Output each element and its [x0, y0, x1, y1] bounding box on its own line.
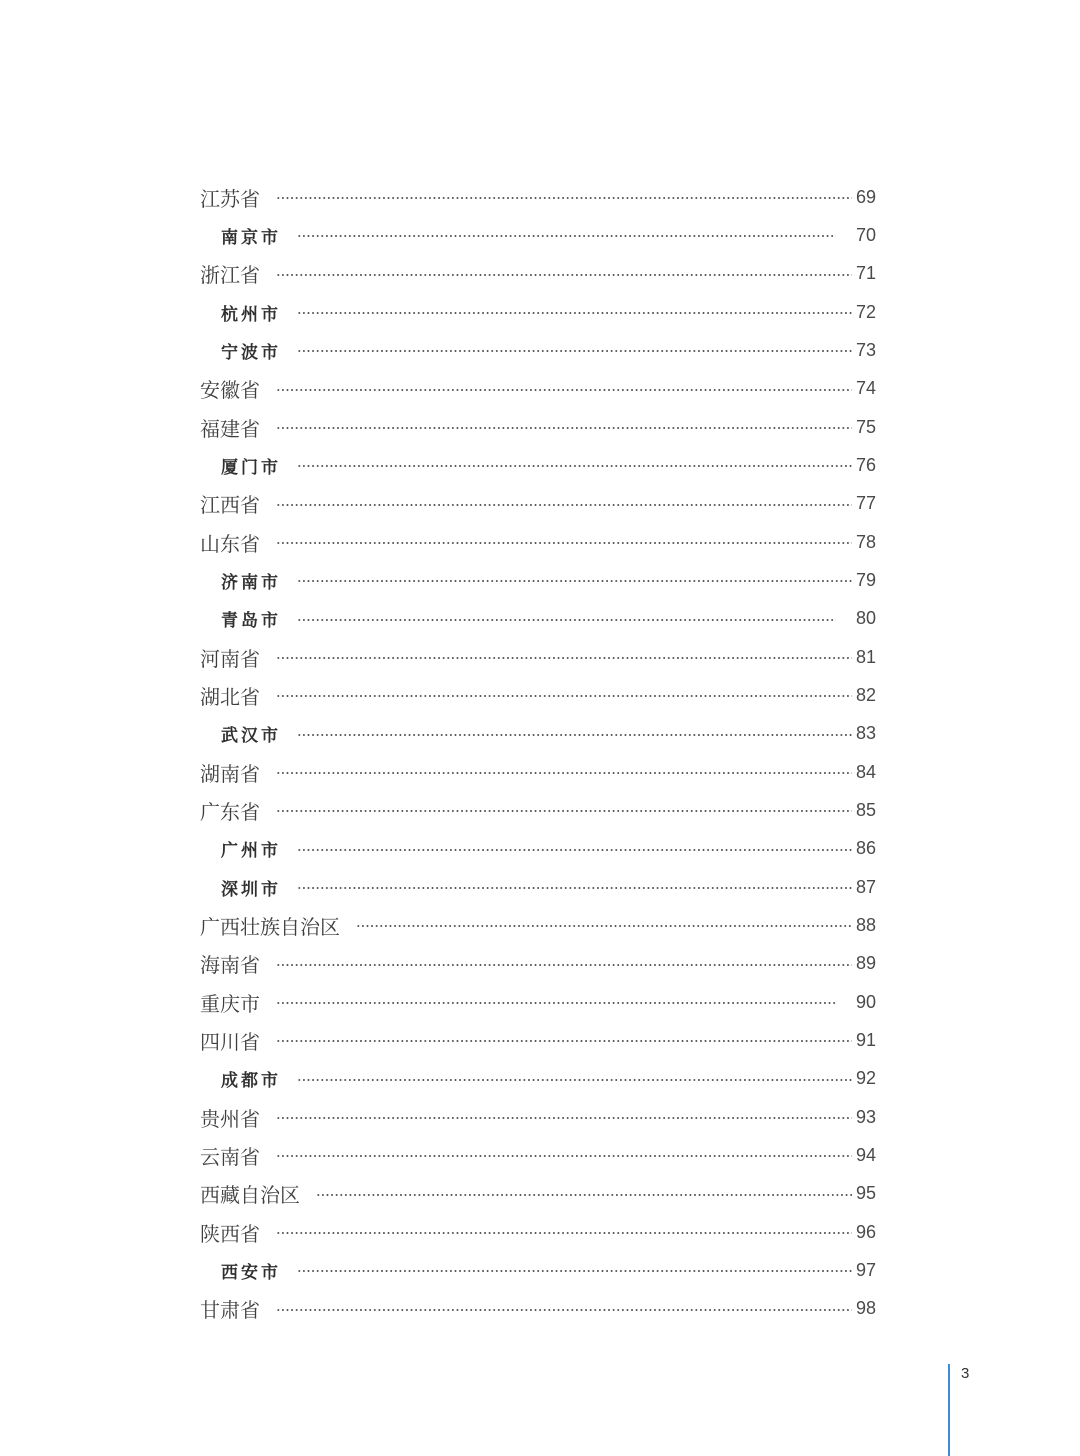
- toc-entry-title: 福建省: [200, 416, 260, 441]
- toc-entry-title: 安徽省: [200, 378, 260, 403]
- toc-entry-title: 海南省: [200, 953, 260, 978]
- dot-leader: [297, 465, 852, 467]
- toc-entry[interactable]: [200, 1290, 876, 1328]
- toc-entry-title: 宁波市: [221, 342, 281, 363]
- toc-entry-page: 78: [855, 531, 876, 552]
- dot-leader: [276, 197, 852, 199]
- dot-leader: [276, 1040, 852, 1042]
- toc-entry-page: 91: [855, 1029, 876, 1050]
- toc-entry[interactable]: [200, 600, 876, 638]
- toc-entry-page: 95: [855, 1183, 876, 1204]
- toc-entry-page: 74: [855, 378, 876, 399]
- table-of-contents: [200, 178, 876, 1328]
- toc-entry-title: 广东省: [200, 799, 260, 824]
- dot-leader: [276, 389, 852, 391]
- toc-entry-page: 97: [855, 1259, 876, 1280]
- toc-entry-title: 杭州市: [221, 304, 281, 325]
- toc-entry-page: 70: [855, 224, 876, 245]
- toc-entry-page: 94: [855, 1144, 876, 1165]
- toc-entry-page: 82: [855, 684, 876, 705]
- toc-entry[interactable]: [200, 523, 876, 561]
- dot-leader: [297, 235, 836, 237]
- toc-entry[interactable]: [200, 638, 876, 676]
- dot-leader: [276, 504, 852, 506]
- toc-entry-page: 92: [855, 1068, 876, 1089]
- dot-leader: [276, 1155, 852, 1157]
- dot-leader: [297, 619, 836, 621]
- toc-entry-title: 浙江省: [200, 263, 260, 288]
- toc-entry-title: 广州市: [221, 841, 281, 862]
- toc-entry-page: 80: [855, 608, 876, 629]
- toc-entry-title: 云南省: [200, 1144, 260, 1169]
- dot-leader: [276, 274, 852, 276]
- toc-entry-page: 77: [855, 493, 876, 514]
- toc-entry-page: 72: [855, 301, 876, 322]
- dot-leader: [297, 1270, 852, 1272]
- toc-entry-page: 90: [855, 991, 876, 1012]
- toc-entry-title: 重庆市: [200, 991, 260, 1016]
- dot-leader: [276, 1232, 852, 1234]
- toc-entry[interactable]: [200, 830, 876, 868]
- toc-entry-title: 江西省: [200, 493, 260, 518]
- toc-entry-title: 河南省: [200, 646, 260, 671]
- toc-entry-title: 贵州省: [200, 1106, 260, 1131]
- toc-entry-title: 成都市: [221, 1071, 281, 1092]
- toc-entry[interactable]: [200, 868, 876, 906]
- toc-entry-page: 76: [855, 454, 876, 475]
- dot-leader: [276, 695, 852, 697]
- toc-entry[interactable]: [200, 1021, 876, 1059]
- dot-leader: [276, 964, 852, 966]
- dot-leader: [276, 1309, 852, 1311]
- toc-entry[interactable]: [200, 676, 876, 714]
- dot-leader: [276, 657, 852, 659]
- toc-entry[interactable]: [200, 331, 876, 369]
- toc-entry-title: 甘肃省: [200, 1298, 260, 1323]
- toc-entry-title: 西安市: [221, 1262, 281, 1283]
- dot-leader: [276, 1117, 852, 1119]
- toc-entry-page: 81: [855, 646, 876, 667]
- toc-entry-page: 71: [855, 263, 876, 284]
- toc-entry-page: 87: [855, 876, 876, 897]
- toc-entry-page: 96: [855, 1221, 876, 1242]
- toc-entry-title: 山东省: [200, 531, 260, 556]
- toc-entry[interactable]: [200, 906, 876, 944]
- toc-entry[interactable]: [200, 485, 876, 523]
- toc-entry-page: 84: [855, 761, 876, 782]
- dot-leader: [276, 1002, 836, 1004]
- toc-entry-page: 86: [855, 838, 876, 859]
- toc-entry-page: 88: [855, 914, 876, 935]
- toc-entry-page: 79: [855, 569, 876, 590]
- toc-entry[interactable]: [200, 1251, 876, 1289]
- toc-entry[interactable]: [200, 370, 876, 408]
- dot-leader: [297, 734, 852, 736]
- toc-entry-page: 83: [855, 723, 876, 744]
- toc-entry-title: 青岛市: [221, 611, 281, 632]
- dot-leader: [297, 350, 852, 352]
- toc-entry-title: 广西壮族自治区: [200, 914, 340, 939]
- page-number: 3: [961, 1365, 970, 1382]
- dot-leader: [276, 810, 852, 812]
- toc-entry[interactable]: [200, 1175, 876, 1213]
- toc-entry[interactable]: [200, 945, 876, 983]
- toc-entry[interactable]: [200, 216, 876, 254]
- toc-entry-page: 98: [855, 1298, 876, 1319]
- toc-entry-title: 厦门市: [221, 457, 281, 478]
- dot-leader: [316, 1194, 852, 1196]
- toc-entry[interactable]: [200, 983, 876, 1021]
- toc-entry[interactable]: [200, 1213, 876, 1251]
- toc-entry-page: 75: [855, 416, 876, 437]
- toc-entry-title: 江苏省: [200, 186, 260, 211]
- toc-entry[interactable]: [200, 1098, 876, 1136]
- dot-leader: [297, 887, 852, 889]
- toc-entry-title: 南京市: [221, 227, 281, 248]
- page-edge-rule: [948, 1364, 950, 1456]
- toc-entry[interactable]: [200, 561, 876, 599]
- toc-entry-page: 73: [855, 339, 876, 360]
- toc-entry-title: 深圳市: [221, 879, 281, 900]
- toc-entry[interactable]: [200, 446, 876, 484]
- dot-leader: [297, 849, 852, 851]
- dot-leader: [276, 772, 852, 774]
- toc-entry-page: 69: [855, 186, 876, 207]
- toc-entry-title: 陕西省: [200, 1221, 260, 1246]
- toc-entry-title: 西藏自治区: [200, 1183, 300, 1208]
- toc-entry-title: 湖北省: [200, 684, 260, 709]
- toc-entry[interactable]: [200, 408, 876, 446]
- dot-leader: [276, 542, 852, 544]
- dot-leader: [297, 580, 852, 582]
- toc-entry-page: 89: [855, 953, 876, 974]
- toc-entry-page: 85: [855, 799, 876, 820]
- toc-entry-title: 四川省: [200, 1029, 260, 1054]
- toc-entry[interactable]: [200, 255, 876, 293]
- dot-leader: [276, 427, 852, 429]
- dot-leader: [297, 312, 852, 314]
- toc-entry[interactable]: [200, 715, 876, 753]
- toc-entry[interactable]: [200, 293, 876, 331]
- toc-entry-page: 93: [855, 1106, 876, 1127]
- toc-entry[interactable]: [200, 178, 876, 216]
- toc-entry[interactable]: [200, 1060, 876, 1098]
- toc-entry-title: 湖南省: [200, 761, 260, 786]
- toc-entry[interactable]: [200, 753, 876, 791]
- dot-leader: [297, 1079, 852, 1081]
- toc-entry[interactable]: [200, 791, 876, 829]
- toc-entry-title: 济南市: [221, 572, 281, 593]
- dot-leader: [356, 925, 852, 927]
- toc-entry[interactable]: [200, 1136, 876, 1174]
- toc-entry-title: 武汉市: [221, 726, 281, 747]
